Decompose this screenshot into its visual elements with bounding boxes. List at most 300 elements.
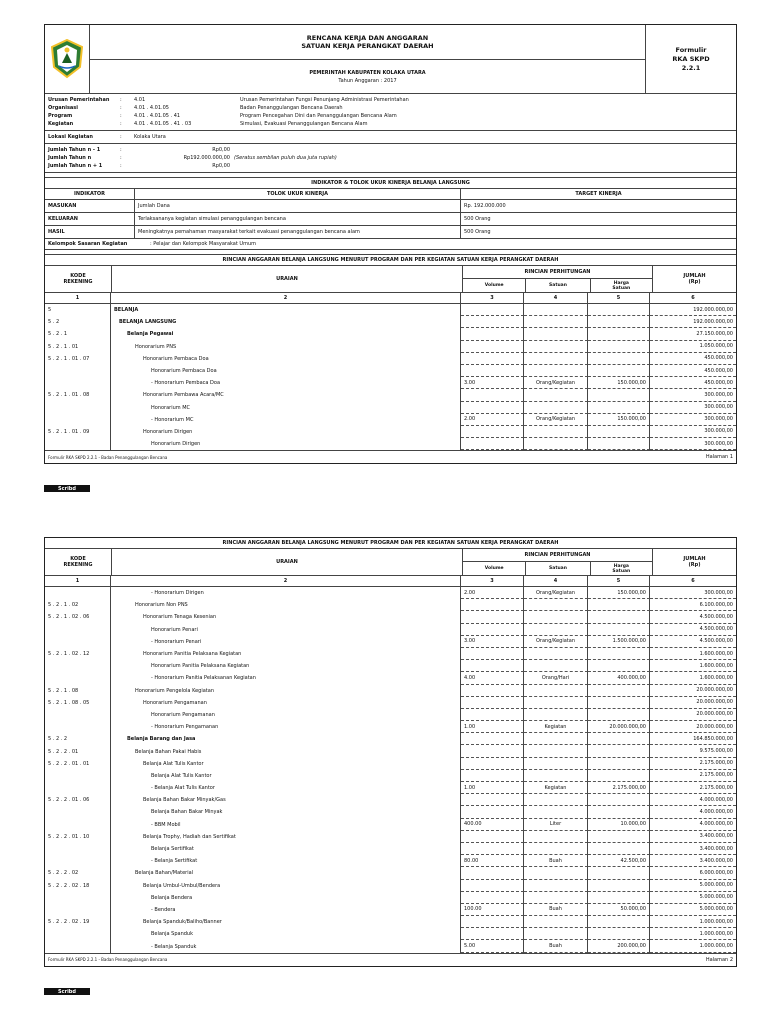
harga-satuan-cell bbox=[588, 880, 650, 892]
table-row bbox=[45, 806, 736, 818]
table-row bbox=[45, 928, 736, 940]
satuan-cell bbox=[524, 316, 588, 328]
satuan-cell bbox=[524, 353, 588, 365]
satuan-cell: Liter bbox=[524, 819, 588, 831]
jumlah-cell: 4.000.000,00 bbox=[650, 806, 736, 818]
jumlah-cell: 3.400.000,00 bbox=[650, 843, 736, 855]
rincian-table-head: KODE REKENING URAIAN RINCIAN PERHITUNGAN Volume Satuan Harga Satuan JUMLAH (Rp) bbox=[45, 266, 736, 293]
uraian-cell: Belanja Sertifikat bbox=[111, 843, 461, 855]
table-row bbox=[45, 940, 736, 952]
satuan-cell bbox=[524, 733, 588, 745]
kode-rekening-cell: 5 . 2 . 2 bbox=[45, 733, 111, 745]
volume-cell: 2.00 bbox=[461, 587, 524, 599]
volume-cell bbox=[461, 389, 524, 401]
jumlah-cell: 1.000.000,00 bbox=[650, 928, 736, 940]
harga-satuan-cell bbox=[588, 745, 650, 757]
jumlah-cell: 450.000,00 bbox=[650, 377, 736, 389]
harga-satuan-cell bbox=[588, 697, 650, 709]
kode-rekening-cell bbox=[45, 770, 111, 782]
page-footer-p2: Formulir RKA SKPD 2.2.1 - Badan Penanggulangan Bencana Halaman 2 bbox=[48, 956, 733, 963]
table-row bbox=[45, 685, 736, 697]
table-row bbox=[45, 819, 736, 831]
table-row bbox=[45, 672, 736, 684]
uraian-cell: Honorarium Penari bbox=[111, 624, 461, 636]
harga-satuan-cell bbox=[588, 365, 650, 377]
satuan-cell bbox=[524, 660, 588, 672]
harga-satuan-cell bbox=[588, 648, 650, 660]
kode-rekening-cell: 5 . 2 . 1 . 08 . 05 bbox=[45, 697, 111, 709]
kode-rekening-cell: 5 . 2 . 1 . 01 . 08 bbox=[45, 389, 111, 401]
harga-satuan-cell bbox=[588, 611, 650, 623]
jumlah-cell: 450.000,00 bbox=[650, 353, 736, 365]
table-row bbox=[45, 365, 736, 377]
uraian-cell: - Bendera bbox=[111, 904, 461, 916]
volume-cell bbox=[461, 353, 524, 365]
volume-cell bbox=[461, 770, 524, 782]
kode-rekening-cell bbox=[45, 709, 111, 721]
kode-rekening-cell: 5 . 2 . 2 . 02 . 18 bbox=[45, 880, 111, 892]
satuan-cell bbox=[524, 794, 588, 806]
uraian-cell: Belanja Alat Tulis Kantor bbox=[111, 770, 461, 782]
satuan-cell: Buah bbox=[524, 855, 588, 867]
harga-satuan-cell bbox=[588, 316, 650, 328]
volume-cell bbox=[461, 831, 524, 843]
kode-rekening-cell bbox=[45, 819, 111, 831]
harga-satuan-cell bbox=[588, 758, 650, 770]
harga-satuan-cell: 150.000,00 bbox=[588, 377, 650, 389]
table-row bbox=[45, 733, 736, 745]
satuan-cell bbox=[524, 402, 588, 414]
table-row bbox=[45, 697, 736, 709]
table-row bbox=[45, 377, 736, 389]
volume-cell bbox=[461, 328, 524, 340]
rincian-table-body-page-1 bbox=[45, 304, 736, 451]
table-row bbox=[45, 904, 736, 916]
table-row bbox=[45, 587, 736, 599]
satuan-cell bbox=[524, 880, 588, 892]
program-info bbox=[45, 94, 736, 131]
volume-cell: 3.00 bbox=[461, 636, 524, 648]
harga-satuan-cell bbox=[588, 892, 650, 904]
volume-cell bbox=[461, 806, 524, 818]
jumlah-cell: 164.850.000,00 bbox=[650, 733, 736, 745]
table-row bbox=[45, 389, 736, 401]
table-row bbox=[45, 599, 736, 611]
satuan-cell bbox=[524, 685, 588, 697]
table-row bbox=[45, 328, 736, 340]
satuan-cell bbox=[524, 648, 588, 660]
kode-rekening-cell: 5 . 2 . 2 . 02 bbox=[45, 867, 111, 879]
volume-cell bbox=[461, 745, 524, 757]
uraian-cell: Honorarium Pembawa Acara/MC bbox=[111, 389, 461, 401]
uraian-cell: Belanja Bahan/Material bbox=[111, 867, 461, 879]
jumlah-cell: 2.175.000,00 bbox=[650, 782, 736, 794]
uraian-cell: Belanja Spanduk bbox=[111, 928, 461, 940]
kode-rekening-cell: 5 . 2 . 1 . 01 bbox=[45, 341, 111, 353]
satuan-cell bbox=[524, 709, 588, 721]
satuan-cell: Buah bbox=[524, 940, 588, 952]
volume-cell bbox=[461, 438, 524, 450]
volume-cell: 1.00 bbox=[461, 721, 524, 733]
jumlah-cell: 1.000.000,00 bbox=[650, 940, 736, 952]
table-row bbox=[45, 867, 736, 879]
uraian-cell: - Honorarium Panitia Pelaksanan Kegiatan bbox=[111, 672, 461, 684]
indikator-head: INDIKATOR TOLOK UKUR KINERJA TARGET KINERJA bbox=[45, 189, 736, 200]
kolaka-utara-emblem-icon bbox=[50, 39, 84, 79]
satuan-cell bbox=[524, 328, 588, 340]
kode-rekening-cell: 5 . 2 . 2 . 01 . 01 bbox=[45, 758, 111, 770]
table-row bbox=[45, 316, 736, 328]
harga-satuan-cell bbox=[588, 660, 650, 672]
jumlah-cell: 300.000,00 bbox=[650, 587, 736, 599]
table-row bbox=[45, 721, 736, 733]
harga-satuan-cell: 150.000,00 bbox=[588, 587, 650, 599]
jumlah-cell: 300.000,00 bbox=[650, 438, 736, 450]
page-footer: Formulir RKA SKPD 2.2.1 - Badan Penanggulangan Bencana Halaman 1 bbox=[48, 454, 733, 461]
harga-satuan-cell bbox=[588, 685, 650, 697]
table-row bbox=[45, 843, 736, 855]
jumlah-cell: 300.000,00 bbox=[650, 389, 736, 401]
kode-rekening-cell bbox=[45, 928, 111, 940]
kode-rekening-cell bbox=[45, 843, 111, 855]
satuan-cell bbox=[524, 624, 588, 636]
kode-rekening-cell bbox=[45, 438, 111, 450]
title-cell bbox=[90, 25, 646, 93]
harga-satuan-cell: 20.000.000,00 bbox=[588, 721, 650, 733]
satuan-cell bbox=[524, 341, 588, 353]
page-number-p2: Halaman 2 bbox=[705, 956, 733, 963]
volume-cell bbox=[461, 697, 524, 709]
form-code-cell bbox=[646, 25, 736, 93]
harga-satuan-cell bbox=[588, 624, 650, 636]
volume-cell bbox=[461, 624, 524, 636]
kode-rekening-cell: 5 . 2 . 1 . 08 bbox=[45, 685, 111, 697]
uraian-cell: Honorarium Panitia Pelaksana Kegiatan bbox=[111, 648, 461, 660]
satuan-cell: Buah bbox=[524, 904, 588, 916]
page-number: Halaman 1 bbox=[705, 454, 733, 461]
kode-rekening-cell: 5 . 2 . 2 . 01 . 10 bbox=[45, 831, 111, 843]
satuan-cell: Orang/Kegiatan bbox=[524, 377, 588, 389]
rincian-table-body-page-2 bbox=[45, 587, 736, 954]
doc-title-line-2: SATUAN KERJA PERANGKAT DAERAH bbox=[301, 42, 434, 50]
kode-rekening-cell bbox=[45, 721, 111, 733]
jumlah-cell: 450.000,00 bbox=[650, 365, 736, 377]
volume-cell: 100.00 bbox=[461, 904, 524, 916]
harga-satuan-cell bbox=[588, 831, 650, 843]
jumlah-cell: 4.500.000,00 bbox=[650, 636, 736, 648]
jumlah-cell: 3.400.000,00 bbox=[650, 855, 736, 867]
kode-rekening-cell bbox=[45, 904, 111, 916]
uraian-cell: Honorarium Dirigen bbox=[111, 438, 461, 450]
indikator-row-masukan: MASUKAN Jumlah Dana Rp. 192.000.000 bbox=[45, 200, 736, 213]
column-number-row: 1 2 3 4 5 6 bbox=[45, 293, 736, 304]
kode-rekening-cell bbox=[45, 402, 111, 414]
volume-cell bbox=[461, 648, 524, 660]
satuan-cell bbox=[524, 806, 588, 818]
kode-rekening-cell bbox=[45, 672, 111, 684]
jumlah-cell: 6.000.000,00 bbox=[650, 867, 736, 879]
jumlah-cell: 1.050.000,00 bbox=[650, 341, 736, 353]
table-row bbox=[45, 794, 736, 806]
uraian-cell: Belanja Bahan Bakar Minyak bbox=[111, 806, 461, 818]
harga-satuan-cell: 400.000,00 bbox=[588, 672, 650, 684]
harga-satuan-cell bbox=[588, 916, 650, 928]
kode-rekening-cell: 5 . 2 . 1 . 02 . 06 bbox=[45, 611, 111, 623]
rincian-section-title-p2: RINCIAN ANGGARAN BELANJA LANGSUNG MENURUT PROGRAM DAN PER KEGIATAN SATUAN KERJA PERANGKAT DAERAH bbox=[45, 538, 736, 549]
volume-cell bbox=[461, 892, 524, 904]
harga-satuan-cell bbox=[588, 770, 650, 782]
uraian-cell: - Honorarium Pembaca Doa bbox=[111, 377, 461, 389]
pemda-name: PEMERINTAH KABUPATEN KOLAKA UTARA bbox=[309, 69, 426, 76]
info-kegiatan: Kegiatan : 4.01 . 4.01.05 . 41 . 03 Simulasi, Evakuasi Penanggulangan Bencana Alam bbox=[48, 121, 368, 127]
volume-cell: 1.00 bbox=[461, 782, 524, 794]
jumlah-cell: 4.500.000,00 bbox=[650, 624, 736, 636]
satuan-cell bbox=[524, 304, 588, 316]
satuan-cell bbox=[524, 697, 588, 709]
satuan-cell bbox=[524, 928, 588, 940]
volume-cell bbox=[461, 599, 524, 611]
satuan-cell: Orang/Kegiatan bbox=[524, 636, 588, 648]
uraian-cell: Honorarium Dirigen bbox=[111, 426, 461, 438]
volume-cell bbox=[461, 611, 524, 623]
kode-rekening-cell: 5 . 2 . 2 . 01 bbox=[45, 745, 111, 757]
harga-satuan-cell: 150.000,00 bbox=[588, 414, 650, 426]
scribd-watermark-p2: Scribd bbox=[44, 988, 90, 995]
table-row bbox=[45, 636, 736, 648]
uraian-cell: Honorarium Non PNS bbox=[111, 599, 461, 611]
jumlah-cell: 1.600.000,00 bbox=[650, 660, 736, 672]
uraian-cell: Belanja Alat Tulis Kantor bbox=[111, 758, 461, 770]
uraian-cell: - Honorarium Pengamanan bbox=[111, 721, 461, 733]
doc-title-line-1: RENCANA KERJA DAN ANGGARAN bbox=[306, 34, 429, 42]
kode-rekening-cell: 5 . 2 bbox=[45, 316, 111, 328]
volume-cell bbox=[461, 916, 524, 928]
jumlah-cell: 4.500.000,00 bbox=[650, 611, 736, 623]
uraian-cell: Belanja Bahan Pakai Habis bbox=[111, 745, 461, 757]
harga-satuan-cell bbox=[588, 328, 650, 340]
harga-satuan-cell bbox=[588, 867, 650, 879]
jumlah-cell: 9.575.000,00 bbox=[650, 745, 736, 757]
rka-page-2 bbox=[44, 537, 737, 967]
table-row bbox=[45, 353, 736, 365]
table-row bbox=[45, 880, 736, 892]
volume-cell bbox=[461, 341, 524, 353]
jumlah-cell: 20.000.000,00 bbox=[650, 721, 736, 733]
harga-satuan-cell: 200.000,00 bbox=[588, 940, 650, 952]
info-program: Program : 4.01 . 4.01.05 . 41 Program Pencegahan Dini dan Penanggulangan Bencana Alam bbox=[48, 113, 397, 119]
volume-cell bbox=[461, 365, 524, 377]
form-type: RKA SKPD bbox=[672, 54, 710, 63]
uraian-cell: Honorarium Pengelola Kegiatan bbox=[111, 685, 461, 697]
fiscal-year: Tahun Anggaran : 2017 bbox=[338, 77, 397, 84]
satuan-cell bbox=[524, 916, 588, 928]
uraian-cell: - Honorarium MC bbox=[111, 414, 461, 426]
volume-cell bbox=[461, 660, 524, 672]
table-row bbox=[45, 660, 736, 672]
jumlah-cell: 4.000.000,00 bbox=[650, 794, 736, 806]
jumlah-cell: 2.175.000,00 bbox=[650, 758, 736, 770]
jumlah-cell: 20.000.000,00 bbox=[650, 697, 736, 709]
kode-rekening-cell bbox=[45, 782, 111, 794]
uraian-cell: Belanja Bahan Bakar Minyak/Gas bbox=[111, 794, 461, 806]
volume-cell bbox=[461, 316, 524, 328]
harga-satuan-cell bbox=[588, 438, 650, 450]
kelompok-sasaran: Kelompok Sasaran Kegiatan : Pelajar dan Kelompok Masyarakat Umum bbox=[45, 239, 736, 250]
satuan-cell bbox=[524, 745, 588, 757]
jumlah-cell: 192.000.000,00 bbox=[650, 316, 736, 328]
table-row bbox=[45, 438, 736, 450]
harga-satuan-cell bbox=[588, 353, 650, 365]
jumlah-cell: 1.600.000,00 bbox=[650, 648, 736, 660]
info-urusan: Urusan Pemerintahan : 4.01 Urusan Pemerintahan Fungsi Penunjang Administrasi Pemerintahan bbox=[48, 97, 409, 103]
jumlah-cell: 5.000.000,00 bbox=[650, 904, 736, 916]
harga-satuan-cell bbox=[588, 709, 650, 721]
satuan-cell: Kegiatan bbox=[524, 721, 588, 733]
uraian-cell: Belanja Barang dan Jasa bbox=[111, 733, 461, 745]
volume-cell: 80.00 bbox=[461, 855, 524, 867]
harga-satuan-cell bbox=[588, 402, 650, 414]
satuan-cell bbox=[524, 758, 588, 770]
uraian-cell: Honorarium Pembaca Doa bbox=[111, 353, 461, 365]
kode-rekening-cell: 5 . 2 . 1 . 02 . 12 bbox=[45, 648, 111, 660]
jumlah-cell: 1.000.000,00 bbox=[650, 916, 736, 928]
table-row bbox=[45, 426, 736, 438]
indikator-row-keluaran: KELUARAN Terlaksananya kegiatan simulasi penanggulangan bencana 500 Orang bbox=[45, 213, 736, 226]
kode-rekening-cell bbox=[45, 892, 111, 904]
uraian-cell: Belanja Bendera bbox=[111, 892, 461, 904]
satuan-cell bbox=[524, 365, 588, 377]
jumlah-cell: 27.150.000,00 bbox=[650, 328, 736, 340]
harga-satuan-cell bbox=[588, 341, 650, 353]
satuan-cell bbox=[524, 599, 588, 611]
satuan-cell bbox=[524, 843, 588, 855]
form-label: Formulir bbox=[675, 45, 707, 54]
jumlah-cell: 300.000,00 bbox=[650, 414, 736, 426]
satuan-cell bbox=[524, 389, 588, 401]
table-row bbox=[45, 414, 736, 426]
kode-rekening-cell bbox=[45, 414, 111, 426]
volume-cell: 3.00 bbox=[461, 377, 524, 389]
jumlah-cell: 192.000.000,00 bbox=[650, 304, 736, 316]
harga-satuan-cell: 50.000,00 bbox=[588, 904, 650, 916]
rincian-section-title: RINCIAN ANGGARAN BELANJA LANGSUNG MENURUT PROGRAM DAN PER KEGIATAN SATUAN KERJA PERANGKAT DAERAH bbox=[45, 255, 736, 266]
table-row bbox=[45, 892, 736, 904]
uraian-cell: Honorarium PNS bbox=[111, 341, 461, 353]
kode-rekening-cell bbox=[45, 365, 111, 377]
harga-satuan-cell bbox=[588, 843, 650, 855]
uraian-cell: - Belanja Spanduk bbox=[111, 940, 461, 952]
table-row bbox=[45, 831, 736, 843]
volume-cell bbox=[461, 928, 524, 940]
uraian-cell: - Belanja Alat Tulis Kantor bbox=[111, 782, 461, 794]
table-row bbox=[45, 611, 736, 623]
jumlah-cell: 5.000.000,00 bbox=[650, 892, 736, 904]
kode-rekening-cell: 5 . 2 . 1 . 02 bbox=[45, 599, 111, 611]
uraian-cell: Honorarium Pembaca Doa bbox=[111, 365, 461, 377]
satuan-cell: Orang/Kegiatan bbox=[524, 587, 588, 599]
volume-cell bbox=[461, 758, 524, 770]
indikator-row-hasil: HASIL Meningkatnya pemahaman masyarakat terkait evakuasi penanggulangan bencana alam 500 Orang bbox=[45, 226, 736, 239]
rka-page-1 bbox=[44, 24, 737, 464]
satuan-cell bbox=[524, 426, 588, 438]
volume-cell bbox=[461, 426, 524, 438]
kode-rekening-cell: 5 . 2 . 2 . 01 . 06 bbox=[45, 794, 111, 806]
volume-cell bbox=[461, 709, 524, 721]
uraian-cell: Honorarium Panitia Pelaksana Kegiatan bbox=[111, 660, 461, 672]
column-number-row-p2: 1 2 3 4 5 6 bbox=[45, 576, 736, 587]
uraian-cell: Belanja Pegawai bbox=[111, 328, 461, 340]
harga-satuan-cell bbox=[588, 794, 650, 806]
rincian-table-head-p2: KODE REKENING URAIAN RINCIAN PERHITUNGAN Volume Satuan Harga Satuan JUMLAH (Rp) bbox=[45, 549, 736, 576]
jumlah-tahun: Jumlah Tahun n - 1 : Rp0,00 Jumlah Tahun n : Rp192.000.000,00 (Seratus sembilan puluh dua juta rupiah) Jumlah Tahun n + 1 : Rp0,00 bbox=[45, 144, 736, 173]
volume-cell bbox=[461, 685, 524, 697]
table-row bbox=[45, 758, 736, 770]
document-header bbox=[45, 25, 736, 94]
uraian-cell: BELANJA bbox=[111, 304, 461, 316]
volume-cell bbox=[461, 733, 524, 745]
harga-satuan-cell bbox=[588, 304, 650, 316]
jumlah-cell: 5.000.000,00 bbox=[650, 880, 736, 892]
volume-cell bbox=[461, 304, 524, 316]
table-row bbox=[45, 402, 736, 414]
harga-satuan-cell bbox=[588, 599, 650, 611]
jumlah-cell: 300.000,00 bbox=[650, 402, 736, 414]
info-organisasi: Organisasi : 4.01 . 4.01.05 Badan Penanggulangan Bencana Daerah bbox=[48, 105, 343, 111]
volume-cell: 400.00 bbox=[461, 819, 524, 831]
kode-rekening-cell bbox=[45, 624, 111, 636]
harga-satuan-cell bbox=[588, 928, 650, 940]
kode-rekening-cell bbox=[45, 855, 111, 867]
kode-rekening-cell: 5 . 2 . 1 bbox=[45, 328, 111, 340]
jumlah-cell: 20.000.000,00 bbox=[650, 685, 736, 697]
kode-rekening-cell: 5 . 2 . 1 . 01 . 07 bbox=[45, 353, 111, 365]
kode-rekening-cell bbox=[45, 660, 111, 672]
table-row bbox=[45, 648, 736, 660]
satuan-cell bbox=[524, 770, 588, 782]
table-row bbox=[45, 304, 736, 316]
kode-rekening-cell bbox=[45, 636, 111, 648]
table-row bbox=[45, 341, 736, 353]
harga-satuan-cell: 2.175.000,00 bbox=[588, 782, 650, 794]
harga-satuan-cell bbox=[588, 389, 650, 401]
uraian-cell: - Belanja Sertifikat bbox=[111, 855, 461, 867]
harga-satuan-cell bbox=[588, 806, 650, 818]
kode-rekening-cell bbox=[45, 940, 111, 952]
volume-cell: 2.00 bbox=[461, 414, 524, 426]
kode-rekening-cell bbox=[45, 377, 111, 389]
volume-cell bbox=[461, 867, 524, 879]
satuan-cell bbox=[524, 892, 588, 904]
harga-satuan-cell bbox=[588, 733, 650, 745]
table-row bbox=[45, 709, 736, 721]
satuan-cell: Orang/Kegiatan bbox=[524, 414, 588, 426]
jumlah-cell: 300.000,00 bbox=[650, 426, 736, 438]
indikator-section-title: INDIKATOR & TOLOK UKUR KINERJA BELANJA LANGSUNG bbox=[45, 178, 736, 189]
uraian-cell: - Honorarium Penari bbox=[111, 636, 461, 648]
table-row bbox=[45, 770, 736, 782]
uraian-cell: Honorarium Pengamanan bbox=[111, 709, 461, 721]
kode-rekening-cell bbox=[45, 806, 111, 818]
form-number: 2.2.1 bbox=[681, 63, 701, 72]
lokasi-kegiatan: Lokasi Kegiatan : Kolaka Utara bbox=[45, 131, 736, 144]
jumlah-cell: 3.400.000,00 bbox=[650, 831, 736, 843]
kode-rekening-cell: 5 . 2 . 2 . 02 . 19 bbox=[45, 916, 111, 928]
table-row bbox=[45, 624, 736, 636]
satuan-cell bbox=[524, 611, 588, 623]
uraian-cell: BELANJA LANGSUNG bbox=[111, 316, 461, 328]
volume-cell bbox=[461, 880, 524, 892]
volume-cell bbox=[461, 843, 524, 855]
